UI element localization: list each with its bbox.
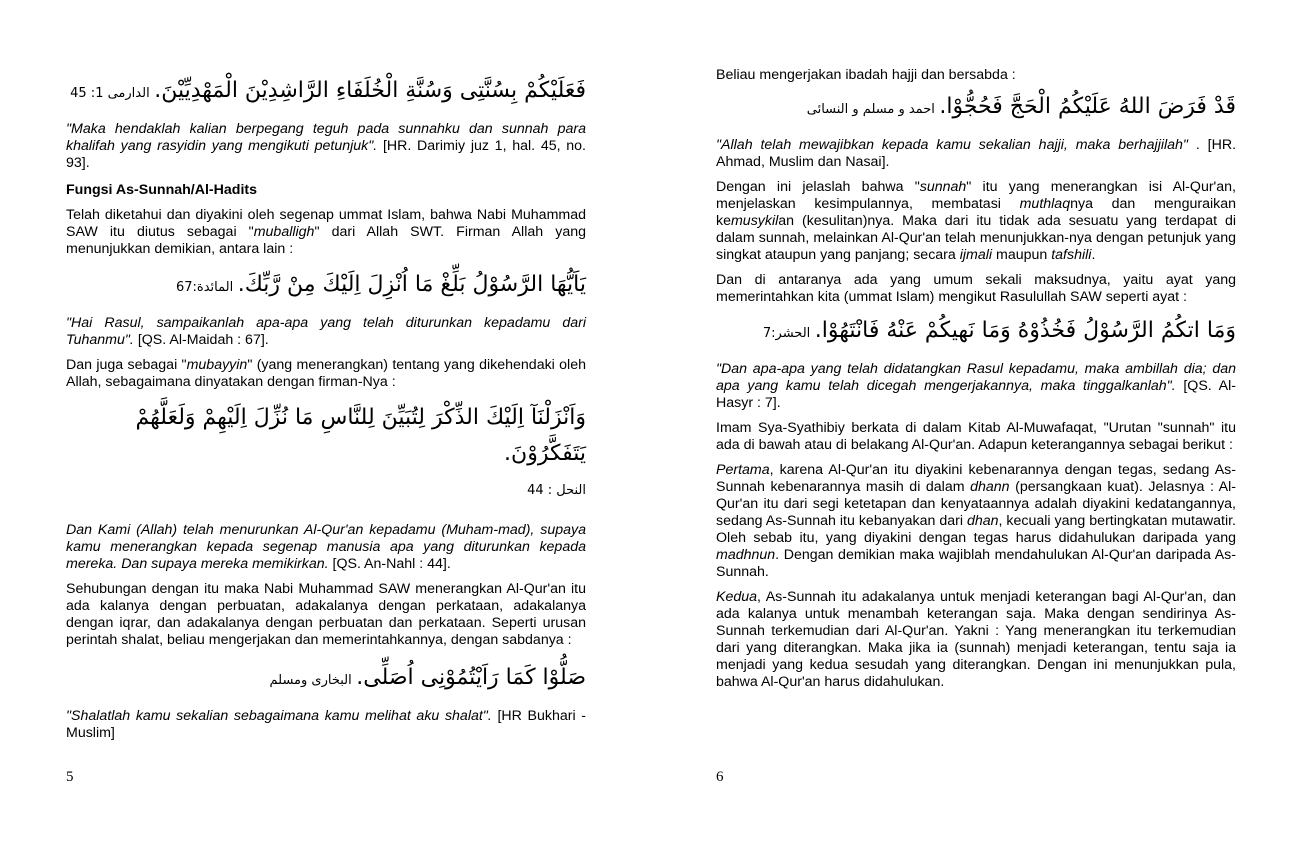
text-span: Dengan ini jelaslah bahwa "	[716, 179, 920, 195]
paragraph-sunnah-explains	[716, 179, 1236, 264]
arabic-text: وَمَا اتكُمُ الرَّسُوْلُ فَخُذُوْهُ وَمَا نَهيكُمْ عَنْهُ فَانْتَهُوْا.	[814, 318, 1236, 343]
translation-reference: [HR Bukhari - Muslim]	[66, 708, 586, 741]
term-italic: ijmali	[959, 247, 993, 263]
translation-hajji	[716, 137, 1236, 171]
translation-reference: [QS. An-Nahl : 44].	[328, 556, 451, 572]
translation-reference: [QS. Al-Hasyr : 7].	[716, 378, 1237, 411]
paragraph-umum: Dan di antaranya ada yang umum sekali maksudnya, yaitu ayat yang memerintahkan kita (ummat Islam) mengikut Rasulullah SAW seperti ayat :	[716, 272, 1236, 305]
arabic-hadith-darimi	[66, 76, 586, 109]
text-span: , As-Sunnah itu adakalanya untuk menjadi keterangan bagi Al-Qur'an, dan ada kalanya untuk menambah keterangan saja. Maka dengan sendirinya As-Sunnah terkemudian dari Al-Qur'an. Yakni : Yang menerangkan itu terkemudian dari yang diterangkan. Maka jika ia (sunnah) menjadi keterangan, tentu saja ia menjadi yang kedua sesudah yang diterangkan. Dengan ini menunjukkan pula, bahwa Al-Qur'an harus didahulukan.	[716, 589, 1236, 690]
translation-italic: "Shalatlah kamu sekalian sebagaimana kamu melihat aku shalat".	[66, 708, 492, 724]
translation-maidah	[66, 315, 586, 349]
text-span: maupun	[992, 247, 1052, 263]
text-span: . Dengan demikian maka wajiblah mendahulukan Al-Qur'an daripada As-Sunnah.	[716, 547, 1236, 580]
arabic-text: فَعَلَيْكُمْ بِسُنَّتِى وَسُنَّةِ الْخُلَفَاءِ الرَّاشِدِيْنَ الْمَهْدِيِّيْنَ.	[154, 78, 586, 103]
arabic-hadith-shalat	[66, 663, 586, 696]
arabic-text: وَاَنْزَلْنَآ اِلَيْكَ الذِّكْرَ لِتُبَيِّنَ لِلنَّاسِ مَا نُزِّلَ اِلَيْهِمْ وَلَعَلَّهُمْ يَتَفَكَّرُوْنَ.	[135, 405, 586, 466]
left-page	[66, 0, 586, 742]
paragraph-perbuatan: Sehubungan dengan itu maka Nabi Muhammad SAW menerangkan Al-Qur'an itu ada kalanya dengan perbuatan, adakalanya dengan perkataan, adakalanya dengan iqrar, dan adakalanya dengan perbuatan dan perkataan. Seperti urusan perintah shalat, beliau mengerjakan dan memerintahkannya, dengan sabdanya :	[66, 581, 586, 648]
translation-nahl	[66, 522, 586, 573]
term-italic: dhann	[970, 479, 1010, 495]
translation-reference: . [HR. Ahmad, Muslim dan Nasai].	[716, 137, 1237, 170]
translation-italic: "Allah telah mewajibkan kepada kamu sekalian hajji, maka berhajjilah"	[716, 137, 1188, 153]
translation-italic: "Dan apa-apa yang telah didatangkan Rasul kepadamu, maka ambillah dia; dan apa yang kamu telah dicegah mengerjakannya, maka tinggalkanlah".	[716, 361, 1236, 394]
term-italic: Pertama	[716, 462, 770, 478]
translation-hasyr	[716, 361, 1236, 412]
right-page	[716, 0, 1236, 691]
paragraph-mubayyin	[66, 357, 586, 391]
page-number-left: 5	[66, 769, 74, 785]
term-italic: tafshili	[1051, 247, 1092, 263]
arabic-ayat-maidah	[66, 270, 586, 303]
arabic-reference: الحشر:7	[762, 326, 811, 341]
text-span: (persangkaan kuat). Jelasnya : Al-Qur'an itu dari segi ketetapan dan kenyataannya adalah diyakini kedatangannya, sedang As-Sunnah itu kebanyakan dari	[716, 479, 1236, 529]
paragraph-pertama	[716, 462, 1236, 581]
text-span: nya dan menguraikan ke	[716, 196, 1236, 229]
translation-italic: "Maka hendaklah kalian berpegang teguh pada sunnahku dan sunnah para khalifah yang rasyidin yang mengikuti petunjuk".	[66, 121, 586, 154]
term-italic: muballigh	[253, 224, 315, 240]
translation-shalat	[66, 708, 586, 742]
paragraph-muballigh	[66, 207, 586, 258]
term-italic: Kedua	[716, 589, 758, 605]
page-number-right: 6	[716, 769, 724, 785]
paragraph-syathibiy: Imam Sya-Syathibiy berkata di dalam Kitab Al-Muwafaqat, "Urutan "sunnah" itu ada di bawah atau di belakang Al-Qur'an. Adapun keterangannya sebagai berikut :	[716, 420, 1236, 453]
text-span: " itu yang menerangkan isi Al-Qur'an, menjelaskan kesimpulannya, membatasi	[716, 179, 1236, 212]
translation-reference: [QS. Al-Maidah : 67].	[133, 332, 269, 348]
term-italic: musykil	[730, 213, 779, 229]
translation-darimi	[66, 121, 586, 172]
term-italic: dhan	[966, 513, 999, 529]
arabic-reference: البخارى ومسلم	[269, 673, 352, 688]
text-span: , karena Al-Qur'an itu diyakini kebenarannya dengan tegas, sedang As-Sunnah kebenarannya masih di dalam	[716, 462, 1236, 495]
arabic-reference: احمد و مسلم و النسائى	[806, 102, 935, 117]
arabic-text: قَدْ فَرَضَ اللهُ عَلَيْكُمُ الْحَجَّ فَحُجُّوْا.	[939, 94, 1236, 119]
term-italic: muthlaq	[1019, 196, 1071, 212]
section-heading: Fungsi As-Sunnah/Al-Hadits	[66, 182, 258, 198]
intro-hajji: Beliau mengerjakan ibadah hajji dan bersabda :	[716, 67, 1016, 83]
translation-italic: Dan Kami (Allah) telah menurunkan Al-Qur'an kepadamu (Muham-mad), supaya kamu menerangkan kepada segenap manusia apa yang diturunkan kepada mereka. Dan supaya mereka memikirkan.	[66, 522, 586, 572]
arabic-text: يَاَيُّهَا الرَّسُوْلُ بَلِّغْ مَا اُنْزِلَ اِلَيْكَ مِنْ رَّبِّكَ.	[237, 272, 586, 297]
arabic-ayat-hasyr	[716, 316, 1236, 349]
text-span: Dan juga sebagai "	[66, 357, 187, 373]
text-span: an (kesulitan)nya. Maka dari itu tidak ada sesuatu yang terdapat di dalam sunnah, melainkan Al-Qur'an telah menunjukkan-nya dengan petunjuk yang singkat ataupun yang panjang; secara	[716, 213, 1236, 263]
paragraph-kedua	[716, 589, 1236, 691]
text-span: .	[1091, 247, 1096, 263]
text-span: Telah diketahui dan diyakini oleh segenap ummat Islam, bahwa Nabi Muhammad SAW itu diutus sebagai "	[66, 207, 586, 240]
text-span: " (yang menerangkan) tentang yang dikehendaki oleh Allah, sebagaimana dinyatakan dengan firman-Nya :	[66, 357, 586, 390]
term-italic: mubayyin	[186, 357, 248, 373]
arabic-text: صَلُّوْا كَمَا رَاَيْتُمُوْنِى اُصَلِّى.	[356, 665, 586, 690]
arabic-reference: النحل : 44	[527, 483, 586, 498]
arabic-reference: المائدة:67	[175, 280, 234, 295]
text-span: , kecuali yang bertingkatan mutawatir. Oleh sebab itu, yang diyakini dengan tegas harus didahulukan daripada yang	[716, 513, 1236, 546]
arabic-hadith-hajji	[716, 92, 1236, 125]
term-italic: madhnun	[716, 547, 776, 563]
term-italic: sunnah	[919, 179, 967, 195]
arabic-reference: الدارمى 1: 45	[70, 86, 150, 101]
arabic-ayat-nahl	[66, 401, 586, 508]
text-span: " dari Allah SWT. Firman Allah yang menunjukkan demikian, antara lain :	[66, 224, 586, 257]
translation-italic: "Hai Rasul, sampaikanlah apa-apa yang telah diturunkan kepadamu dari Tuhanmu".	[66, 315, 586, 348]
translation-reference: [HR. Darimiy juz 1, hal. 45, no. 93].	[66, 138, 586, 171]
